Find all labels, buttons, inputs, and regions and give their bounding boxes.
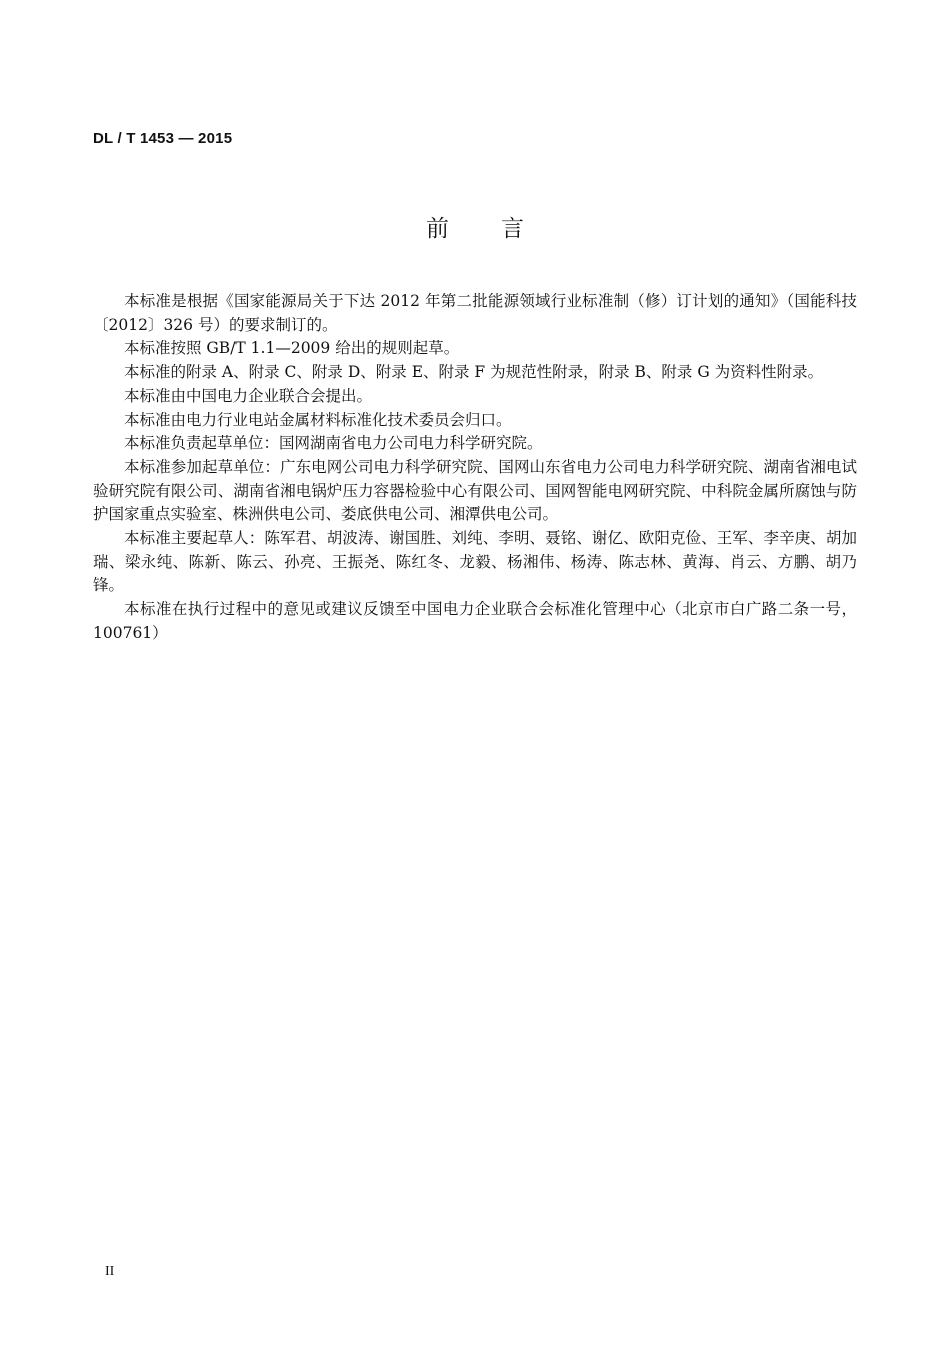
paragraph-feedback: 本标准在执行过程中的意见或建议反馈至中国电力企业联合会标准化管理中心（北京市白广路二条一号，100761） [93, 600, 857, 642]
paragraph-main-drafters: 本标准主要起草人：陈军君、胡波涛、谢国胜、刘纯、李明、聂铭、谢亿、欧阳克俭、王军、李辛庚、胡加瑞、梁永纯、陈新、陈云、孙亮、王振尧、陈红冬、龙毅、杨湘伟、杨涛、陈志林、黄海、肖云、方鹏、胡乃锋。 [93, 529, 857, 595]
paragraph-proposer: 本标准由中国电力企业联合会提出。 [124, 386, 373, 405]
page-title: 前言 [426, 216, 576, 242]
paragraph-administrator: 本标准由电力行业电站金属材料标准化技术委员会归口。 [124, 410, 512, 429]
foreword-body [93, 290, 857, 646]
paragraph-drafting-rules: 本标准按照 GB/T 1.1—2009 给出的规则起草。 [124, 339, 460, 358]
paragraph-basis: 本标准是根据《国家能源局关于下达 2012 年第二批能源领域行业标准制（修）订计划的通知》（国能科技〔2012〕326 号）的要求制订的。 [93, 292, 857, 334]
page-number: II [105, 1264, 115, 1279]
document-code: DL / T 1453 — 2015 [93, 130, 233, 147]
paragraph-lead-drafter: 本标准负责起草单位：国网湖南省电力公司电力科学研究院。 [124, 434, 543, 453]
paragraph-appendices: 本标准的附录 A、附录 C、附录 D、附录 E、附录 F 为规范性附录，附录 B、附录 G 为资料性附录。 [124, 363, 824, 382]
paragraph-participating-drafters: 本标准参加起草单位：广东电网公司电力科学研究院、国网山东省电力公司电力科学研究院、湖南省湘电试验研究院有限公司、湖南省湘电锅炉压力容器检验中心有限公司、国网智能电网研究院、中科院金属所腐蚀与防护国家重点实验室、株洲供电公司、娄底供电公司、湘潭供电公司。 [93, 457, 857, 524]
